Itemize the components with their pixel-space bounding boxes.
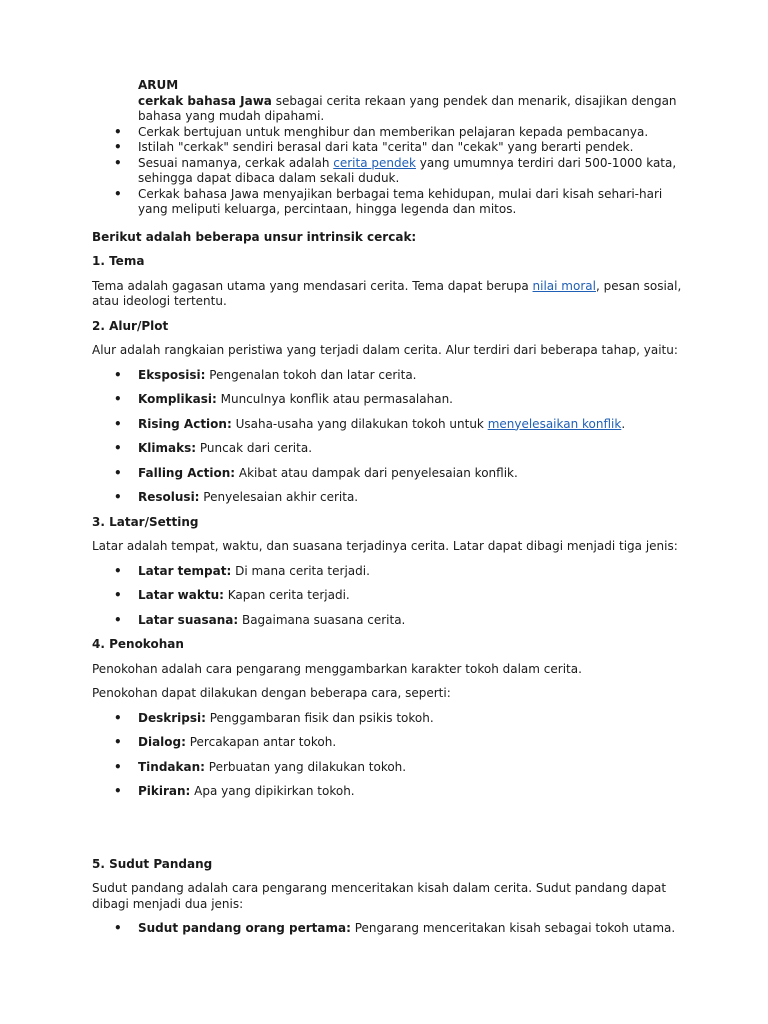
penokohan-paragraph-2: Penokohan dapat dilakukan dengan beberapa cara, seperti: <box>92 686 451 700</box>
list-item: • Latar tempat: Di mana cerita terjadi. <box>92 564 682 580</box>
intro-block <box>138 78 682 125</box>
list-item: • Cerkak bertujuan untuk menghibur dan memberikan pelajaran kepada pembacanya. <box>92 125 682 141</box>
list-item: • Dialog: Percakapan antar tokoh. <box>92 735 682 751</box>
penokohan-list <box>92 711 682 800</box>
list-item: • Komplikasi: Munculnya konflik atau permasalahan. <box>92 392 682 408</box>
document-title: ARUM <box>138 78 179 92</box>
section-heading-latar: 3. Latar/Setting <box>92 514 199 529</box>
list-item: • Cerkak bahasa Jawa menyajikan berbagai tema kehidupan, mulai dari kisah sehari-hari yang meliputi keluarga, percintaan, hingga legenda dan mitos. <box>92 187 682 218</box>
alur-list <box>92 368 682 506</box>
document-page <box>92 78 682 937</box>
intro-bullet-list <box>92 125 682 218</box>
list-item: • Tindakan: Perbuatan yang dilakukan tokoh. <box>92 760 682 776</box>
section-heading-tema: 1. Tema <box>92 254 145 268</box>
list-item: • Istilah "cerkak" sendiri berasal dari kata "cerita" dan "cekak" yang berarti pendek. <box>92 140 682 156</box>
alur-paragraph: Alur adalah rangkaian peristiwa yang terjadi dalam cerita. Alur terdiri dari beberapa tahap, yaitu: <box>92 343 678 357</box>
list-item: • Falling Action: Akibat atau dampak dari penyelesaian konflik. <box>92 466 682 482</box>
list-item: • Rising Action: Usaha-usaha yang dilakukan tokoh untuk menyelesaikan konflik. <box>92 417 682 433</box>
penokohan-paragraph-1: Penokohan adalah cara pengarang menggambarkan karakter tokoh dalam cerita. <box>92 661 582 676</box>
section-heading-alur: 2. Alur/Plot <box>92 318 169 333</box>
list-item: • Klimaks: Puncak dari cerita. <box>92 441 682 457</box>
list-item: • Latar suasana: Bagaimana suasana cerita. <box>92 613 682 629</box>
section-heading-sudut-pandang: 5. Sudut Pandang <box>92 856 213 871</box>
list-item: • Eksposisi: Pengenalan tokoh dan latar cerita. <box>92 368 682 384</box>
intro-bold-term: cerkak bahasa Jawa <box>138 93 272 108</box>
list-item: • Sudut pandang orang pertama: Pengarang menceritakan kisah sebagai tokoh utama. <box>92 921 682 937</box>
intro-text: sebagai cerita rekaan yang pendek dan menarik, disajikan dengan bahasa yang mudah dipahami. <box>138 93 677 123</box>
latar-paragraph: Latar adalah tempat, waktu, dan suasana terjadinya cerita. Latar dapat dibagi menjadi tiga jenis: <box>92 539 678 553</box>
intro-paragraph <box>138 94 682 125</box>
section-heading-penokohan: 4. Penokohan <box>92 637 184 651</box>
list-item: • Pikiran: Apa yang dipikirkan tokoh. <box>92 784 682 800</box>
list-item: • Deskripsi: Penggambaran fisik dan psikis tokoh. <box>92 711 682 727</box>
unsur-heading: Berikut adalah beberapa unsur intrinsik cercak: <box>92 229 417 244</box>
sudut-pandang-paragraph: Sudut pandang adalah cara pengarang menceritakan kisah dalam cerita. Sudut pandang dapat dibagi menjadi dua jenis: <box>92 881 667 911</box>
list-item: • Latar waktu: Kapan cerita terjadi. <box>92 588 682 604</box>
list-item: • Sesuai namanya, cerkak adalah cerita pendek yang umumnya terdiri dari 500-1000 kata, sehingga dapat dibaca dalam sekali duduk. <box>92 156 682 187</box>
link-nilai-moral[interactable]: nilai moral <box>532 278 596 293</box>
latar-list <box>92 564 682 629</box>
list-item: • Resolusi: Penyelesaian akhir cerita. <box>92 490 682 506</box>
sudut-pandang-list <box>92 921 682 937</box>
tema-paragraph: Tema adalah gagasan utama yang mendasari cerita. Tema dapat berupa nilai moral, pesan sosial, atau ideologi tertentu. <box>92 278 682 308</box>
link-cerita-pendek[interactable]: cerita pendek <box>333 155 416 170</box>
link-menyelesaikan-konflik[interactable]: menyelesaikan konflik <box>487 416 622 431</box>
